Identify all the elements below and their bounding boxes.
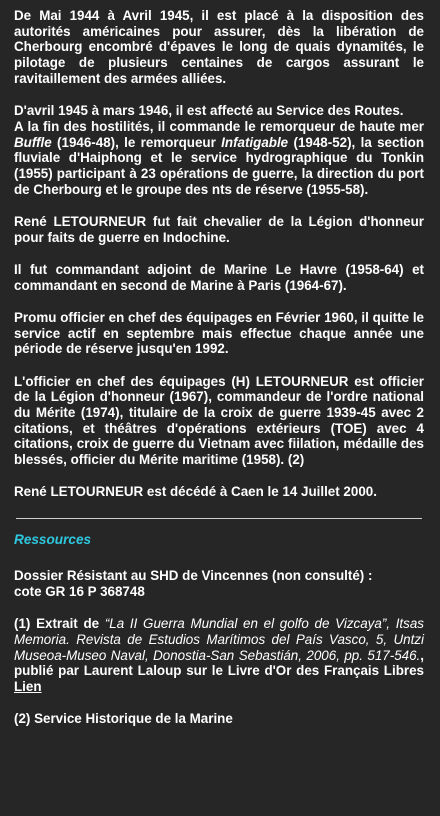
bio-paragraph-2 bbox=[14, 103, 424, 197]
reference-1 bbox=[14, 616, 424, 695]
dossier-line-2: cote GR 16 P 368748 bbox=[14, 583, 145, 599]
dossier-line-1: Dossier Résistant au SHD de Vincennes (non consulté) : bbox=[14, 568, 373, 584]
bio-paragraph-1: De Mai 1944 à Avril 1945, il est placé à la disposition des autorités américaines pour assurer, dès la libération de Cherbourg encombré d'épaves le long de quais dynamités, le pilotage de plusieurs centaines de cargos assurant le ravitaillement des armées alliées. bbox=[14, 8, 424, 86]
bio-paragraph-2-first-line: D'avril 1945 à mars 1946, il est affecté au Service des Routes. bbox=[14, 103, 404, 119]
ship-name-infatigable: Infatigable bbox=[221, 134, 289, 150]
bio-paragraph-4: Il fut commandant adjoint de Marine Le Havre (1958-64) et commandant en second de Marine à Paris (1964-67). bbox=[14, 261, 424, 293]
dossier-reference bbox=[14, 568, 424, 599]
bio-paragraph-6: L'officier en chef des équipages (H) LETOURNEUR est officier de la Légion d'honneur (1967), commandeur de l'ordre national du Mérite (1974), titulaire de la croix de guerre 1939-45 avec 2 citations, et théâtres d'opérations extérieurs (TOE) avec 4 citations, croix de guerre du Vietnam avec fiilation, médaille des blessés, officier du Mérite maritime (1958). (2) bbox=[14, 373, 424, 468]
ship-name-buffle: Buffle bbox=[14, 134, 52, 150]
reference-1-citation: “La II Guerra Mundial en el golfo de Vizcaya”, Itsas Memoria. Revista de Estudios Marítimos del País Vasco, 5, Untzi Museoa-Museo Naval, Donostia-San Sebastián, 2006, pp. 517-546. bbox=[14, 616, 424, 663]
bio-paragraph-5: Promu officier en chef des équipages en Février 1960, il quitte le service actif en septembre mais effectue chaque année une période de réserve jusqu'en 1992. bbox=[14, 309, 424, 357]
section-divider bbox=[16, 518, 422, 519]
reference-1-prefix: (1) Extrait de bbox=[14, 616, 105, 632]
bio-paragraph-2-text-a: A la fin des hostilités, il commande le remorqueur de haute mer bbox=[14, 118, 424, 134]
bio-paragraph-7: René LETOURNEUR est décédé à Caen le 14 Juillet 2000. bbox=[14, 484, 377, 500]
reference-1-link[interactable]: Lien bbox=[14, 678, 42, 694]
reference-2: (2) Service Historique de la Marine bbox=[14, 711, 233, 727]
bio-paragraph-2-text-c: (1948-52), la section fluviale d'Haiphong et le service hydrographique du Tonkin (1955) participant à 23 opérations de guerre, la direction du port de Cherbourg et le groupe des nts de réserve (1955-58). bbox=[14, 134, 424, 197]
reference-1-suffix: , publié par Laurent Laloup sur le Livre d'Or des Français Libres bbox=[14, 647, 424, 679]
bio-paragraph-2-text-b: (1946-48), le remorqueur bbox=[51, 134, 222, 150]
bio-paragraph-3: René LETOURNEUR fut fait chevalier de la Légion d'honneur pour faits de guerre en Indochine. bbox=[14, 213, 424, 245]
resources-heading: Ressources bbox=[14, 532, 92, 548]
